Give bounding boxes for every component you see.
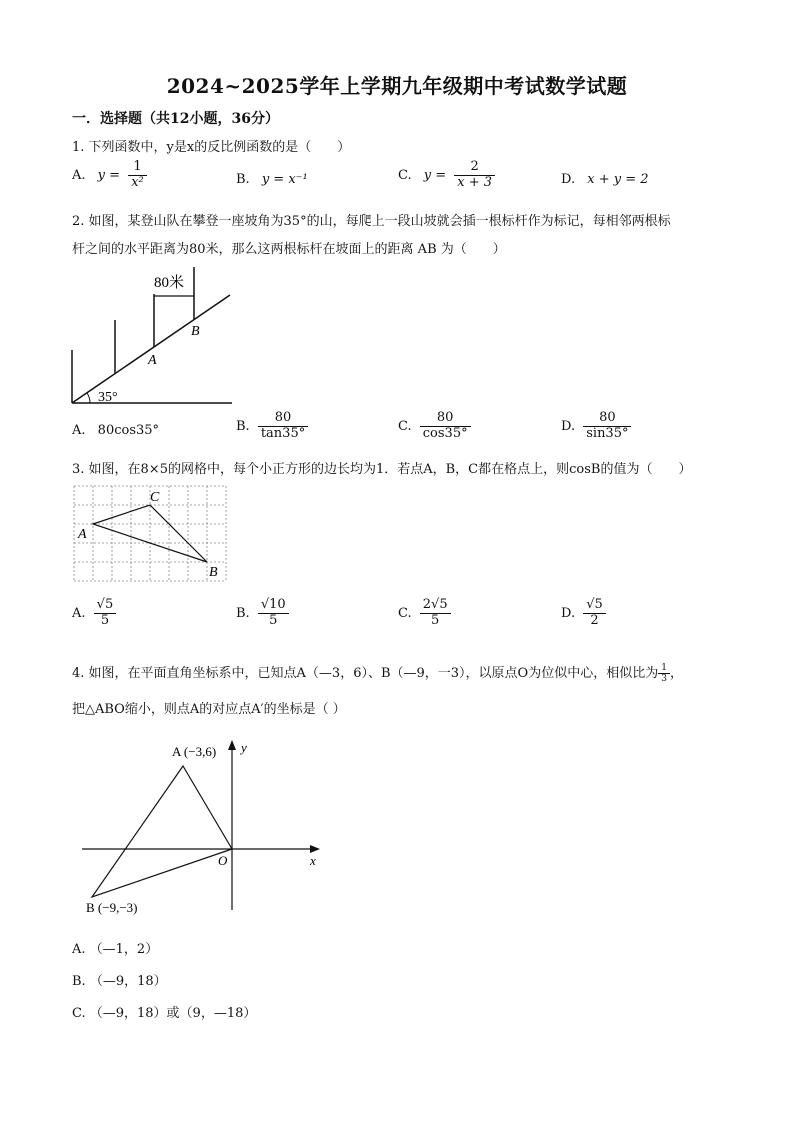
q2-option-d[interactable] <box>561 411 631 442</box>
q4-option-a[interactable]: A. （—1，2） <box>72 942 159 957</box>
origin-label: O <box>218 853 228 868</box>
q1-stem: 1. 下列函数中，y是x的反比例函数的是（ ） <box>72 140 351 155</box>
q3-option-a[interactable] <box>72 598 116 629</box>
fraction: $\frac{√5}{5}$ <box>94 598 117 629</box>
point-b-label: B (−9,−3) <box>86 900 138 915</box>
fraction: $\frac{80}{\sin 35^\circ}$ <box>583 411 631 442</box>
point-b-label: B <box>209 565 218 580</box>
option-label: A. <box>72 423 86 438</box>
fraction: $\frac{√10}{5}$ <box>258 598 289 629</box>
q1-option-c[interactable] <box>398 160 495 191</box>
option-label: D. <box>561 172 576 187</box>
fraction: $\frac{1}{\text{x²}}$ <box>128 160 147 191</box>
q4-option-c[interactable]: C. （—9，18）或（9，—18） <box>72 1006 257 1021</box>
option-label: A. <box>72 167 86 183</box>
q2-option-b[interactable] <box>236 411 308 442</box>
ratio-fraction: $\frac{1}{3}$ <box>658 663 670 685</box>
q3-option-c[interactable] <box>398 598 451 629</box>
point-c-label: C <box>150 490 160 505</box>
distance-label: 80米 <box>154 275 185 291</box>
option-label: C. <box>398 167 412 183</box>
option-label: D. <box>561 605 576 621</box>
point-a-label: A <box>148 353 157 368</box>
angle-label: 35° <box>98 390 118 405</box>
q2-stem-line2: 杆之间的水平距离为80米，那么这两根标杆在坡面上的距离 AB 为（ ） <box>72 242 506 257</box>
option-label: A. <box>72 605 86 621</box>
fraction: $\frac{2√5}{5}$ <box>420 598 451 629</box>
q4-stem-line2: 把△ABO缩小，则点A的对应点A′的坐标是（ ） <box>72 702 346 717</box>
q4-stem-text: 4. 如图，在平面直角坐标系中，已知点A（—3，6）、B（—9，一3），以原点O为位似中心，相似比为 <box>72 666 659 681</box>
fraction: $\frac{2}{x + 3}$ <box>454 160 495 191</box>
option-label: B. <box>236 172 250 187</box>
q3-stem: 3. 如图，在8×5的网格中，每个小正方形的边长均为1．若点A，B，C都在格点上，则cosB的值为（ ） <box>72 462 692 477</box>
formula-lhs: y = <box>97 167 121 183</box>
q1-option-d[interactable] <box>561 172 649 187</box>
x-axis-label: x <box>310 853 316 868</box>
y-axis-label: y <box>241 740 247 755</box>
q4-coordinate-figure <box>74 734 324 916</box>
q4-stem-line1 <box>72 662 683 684</box>
q2-option-c[interactable] <box>398 411 471 442</box>
q1-option-a[interactable] <box>72 160 147 191</box>
option-label: B. <box>236 605 250 621</box>
fraction: $\frac{80}{\cos 35^\circ}$ <box>420 411 471 442</box>
option-label: D. <box>561 418 576 434</box>
q1-option-b[interactable] <box>236 172 308 187</box>
option-label: B. <box>236 418 250 434</box>
formula: 80cos35° <box>97 423 160 438</box>
point-a-label: A (−3,6) <box>172 744 217 759</box>
fraction: $\frac{80}{\tan 35^\circ}$ <box>258 411 308 442</box>
q3-option-b[interactable] <box>236 598 289 629</box>
q2-stem-line1: 2. 如图，某登山队在攀登一座坡角为35°的山，每爬上一段山坡就会插一根标杆作为标记，每相邻两根标 <box>72 214 671 229</box>
q3-grid-figure <box>66 482 236 584</box>
point-b-label: B <box>191 324 200 339</box>
formula-lhs: y = <box>423 167 447 183</box>
formula: x + y = 2 <box>587 172 649 187</box>
option-label: C. <box>398 418 412 434</box>
q4-stem-end: ， <box>669 666 683 681</box>
q2-option-a[interactable] <box>72 423 159 438</box>
q2-slope-figure <box>60 262 240 412</box>
fraction: $\frac{√5}{2}$ <box>583 598 606 629</box>
page-title: 2024~2025学年上学期九年级期中考试数学试题 <box>166 74 628 98</box>
point-a-label: A <box>78 527 87 542</box>
option-label: C. <box>398 605 412 621</box>
q4-option-b[interactable]: B. （—9，18） <box>72 974 167 989</box>
section-heading: 一．选择题（共12小题，36分） <box>72 111 279 127</box>
formula: y = x⁻¹ <box>261 172 308 187</box>
q3-option-d[interactable] <box>561 598 606 629</box>
